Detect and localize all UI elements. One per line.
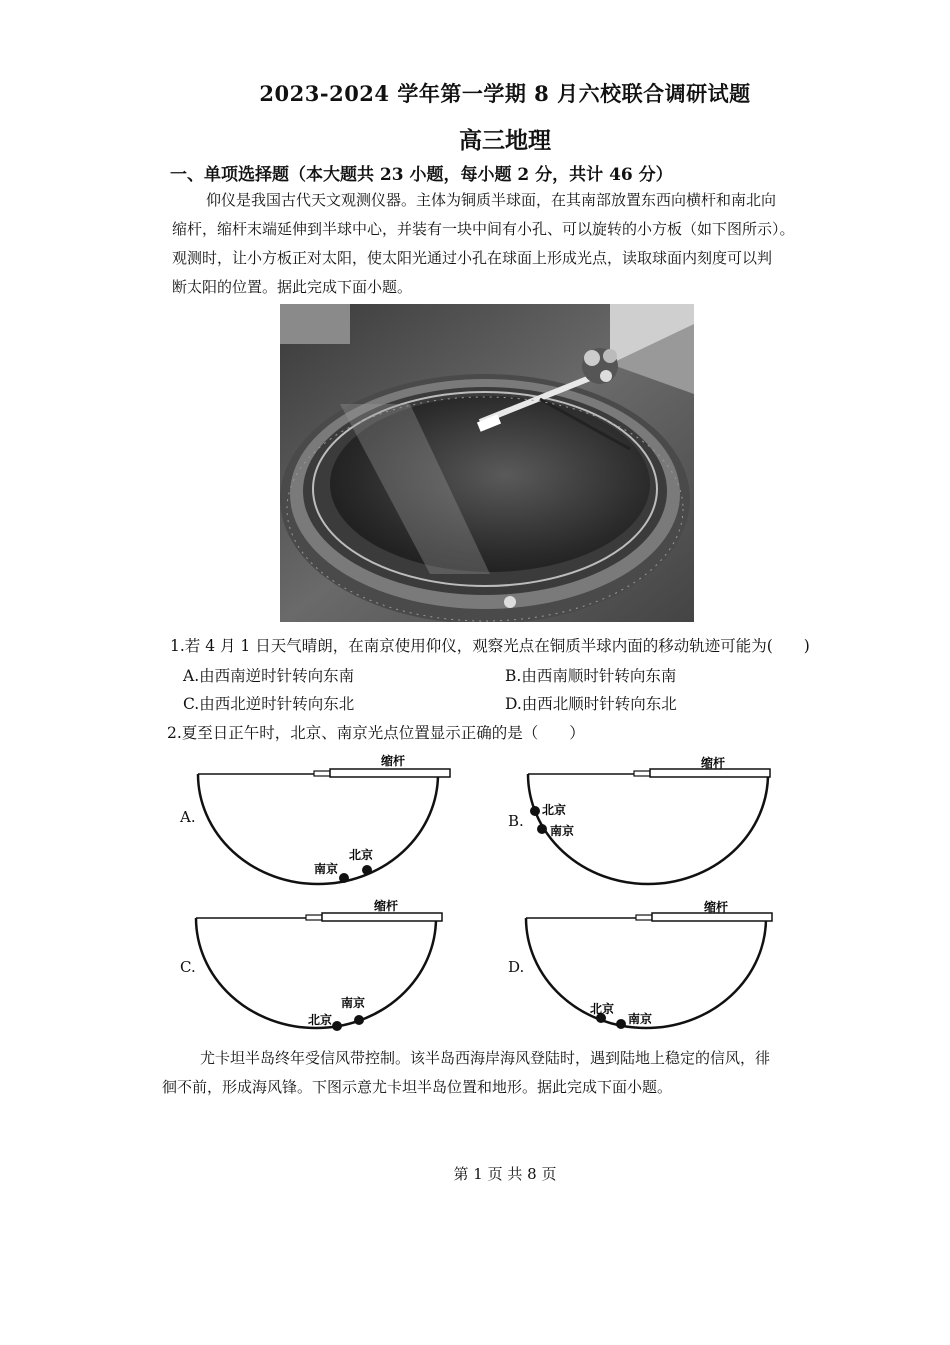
diagram-b-second-label: 南京: [550, 824, 575, 838]
question-1-stem: 1.若 4 月 1 日天气晴朗，在南京使用仰仪，观察光点在铜质半球内面的移动轨迹可能为( ): [170, 637, 810, 655]
diagram-d-first-label: 北京: [590, 1002, 615, 1016]
diagram-c-rod-label: 缩杆: [374, 899, 399, 913]
intro-line: 断太阳的位置。据此完成下面小题。: [172, 278, 413, 296]
diagram-d-rod-label: 缩杆: [704, 900, 729, 914]
diagram-c-first-label: 北京: [308, 1013, 333, 1027]
diagram-c-second-label: 南京: [341, 996, 366, 1010]
page-number: 第 1 页 共 8 页: [453, 1165, 557, 1183]
intro-line: 尤卡坦半岛终年受信风带控制。该半岛西海岸海风登陆时，遇到陆地上稳定的信风，徘: [200, 1049, 771, 1067]
exam-subject: 高三地理: [459, 127, 551, 154]
intro-line: 徊不前，形成海风锋。下图示意尤卡坦半岛位置和地形。据此完成下面小题。: [162, 1078, 673, 1096]
question-1-option-b: B.由西南顺时针转向东南: [505, 667, 677, 685]
diagram-c: [194, 896, 484, 1031]
yangyi-instrument-photo: [280, 304, 694, 622]
diagram-d-second-label: 南京: [628, 1012, 653, 1026]
diagram-a-second-label: 北京: [349, 848, 374, 862]
intro-line: 仰仪是我国古代天文观测仪器。主体为铜质半球面，在其南部放置东西向横杆和南北向: [206, 191, 777, 209]
diagram-b-letter: B.: [508, 812, 524, 830]
diagram-b: [526, 752, 816, 887]
diagram-b-first-label: 北京: [542, 803, 567, 817]
diagram-c-letter: C.: [180, 958, 196, 976]
diagram-a-rod-label: 缩杆: [381, 754, 406, 768]
exam-title: 2023-2024 学年第一学期 8 月六校联合调研试题: [259, 81, 751, 106]
diagram-a-first-label: 南京: [314, 862, 339, 876]
diagram-d-letter: D.: [508, 958, 525, 976]
diagram-d: [524, 896, 814, 1031]
intro-line: 观测时，让小方板正对太阳，使太阳光通过小孔在球面上形成光点，读取球面内刻度可以判: [172, 249, 773, 267]
intro-paragraph-2: [162, 1044, 822, 1102]
question-1-option-a: A.由西南逆时针转向东南: [183, 667, 355, 685]
question-2-stem: 2.夏至日正午时，北京、南京光点位置显示正确的是（ ）: [167, 724, 585, 742]
intro-line: 缩杆，缩杆末端延伸到半球中心，并装有一块中间有小孔、可以旋转的小方板（如下图所示）。: [172, 220, 795, 238]
diagram-b-rod-label: 缩杆: [701, 756, 726, 770]
diagram-a: [196, 752, 486, 887]
section-heading: 一、单项选择题（本大题共 23 小题，每小题 2 分，共计 46 分）: [170, 165, 673, 185]
question-1-option-d: D.由西北顺时针转向东北: [505, 695, 677, 713]
diagram-a-letter: A.: [180, 808, 196, 826]
intro-paragraph-1: [172, 186, 812, 302]
question-1-option-c: C.由西北逆时针转向东北: [183, 695, 355, 713]
